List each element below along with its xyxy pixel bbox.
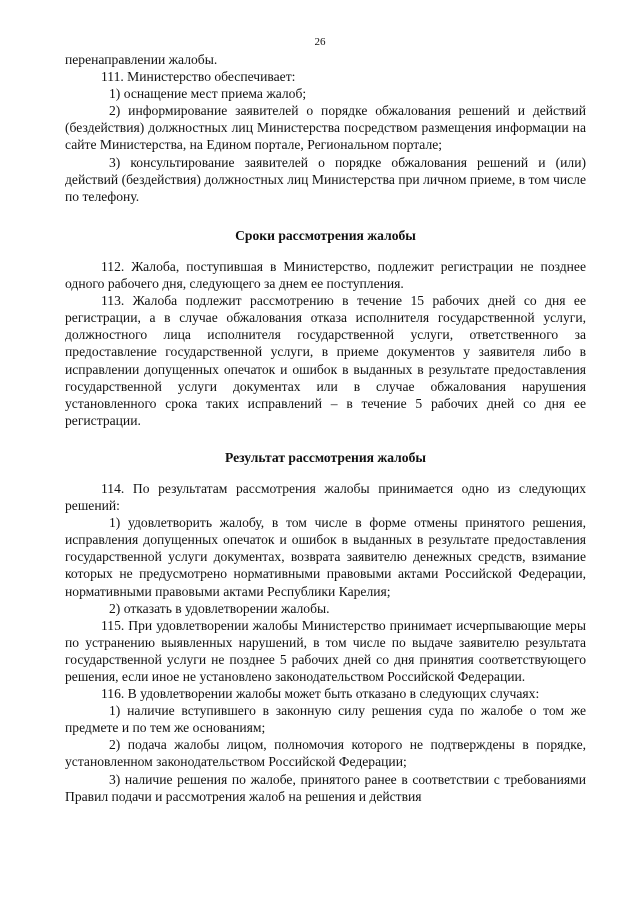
paragraph-111: 111. Министерство обеспечивает: bbox=[101, 69, 296, 85]
paragraph-continuation: перенаправлении жалобы. bbox=[65, 52, 218, 67]
paragraph-113: 113. Жалоба подлежит рассмотрению в течение 15 рабочих дней со дня ее регистрации, а в случае обжалования отказа исполнителя государственной услуги, должностного лица исполнителя государственной услуги, ответственного за предоставление государственной услуги, в приеме документов у заявителя либо в исправлении допущенных опечаток и ошибок в выданных в результате предоставления государственной услуги документах или в случае обжалования нарушения установленного срока таких исправлений – в течение 5 рабочих дней со дня ее регистрации. bbox=[65, 293, 586, 428]
section-title-review-result: Результат рассмотрения жалобы bbox=[224, 449, 427, 465]
list-item-116-2: 2) подача жалобы лицом, полномочия которого не подтверждены в порядке, установленном законодательством Российской Федерации; bbox=[65, 737, 586, 770]
section-title-review-terms: Сроки рассмотрения жалобы bbox=[235, 227, 416, 243]
list-item-111-1: 1) оснащение мест приема жалоб; bbox=[109, 86, 307, 102]
list-item-114-2: 2) отказать в удовлетворении жалобы. bbox=[109, 600, 330, 616]
paragraph-114: 114. По результатам рассмотрения жалобы принимается одно из следующих решений: bbox=[65, 480, 586, 514]
paragraph-116: 116. В удовлетворении жалобы может быть отказано в следующих случаях: bbox=[101, 686, 540, 702]
paragraph-115: 115. При удовлетворении жалобы Министерство принимает исчерпывающие меры по устранению выявленных нарушений, в том числе по выдаче заявителю результата государственной услуги не позднее 5 рабочих дней со дня принятия соответствующего решения, если иное не установлено законодательством Российской Федерации. bbox=[65, 617, 586, 684]
page-number: 26 bbox=[314, 36, 326, 48]
list-item-111-2: 2) информирование заявителей о порядке обжалования решений и действий (бездействия) должностных лиц Министерства посредством размещения информации на сайте Министерства, на Едином портале, Региональном портале; bbox=[65, 103, 586, 153]
list-item-114-1: 1) удовлетворить жалобу, в том числе в форме отмены принятого решения, исправления допущенных опечаток и ошибок в выданных в результате предоставления государственной услуги документах, возврата заявителю денежных средств, взимание которых не предусмотрено нормативными правовыми актами Российской Федерации, нормативными правовыми актами Республики Карелия; bbox=[65, 515, 586, 599]
document-body bbox=[65, 51, 586, 805]
list-item-111-3: 3) консультирование заявителей о порядке обжалования решений и (или) действий (бездействия) должностных лиц Министерства при личном приеме, в том числе по телефону. bbox=[65, 154, 586, 204]
list-item-116-3: 3) наличие решения по жалобе, принятого ранее в соответствии с требованиями Правил подачи и рассмотрения жалоб на решения и действия bbox=[65, 771, 586, 804]
list-item-116-1: 1) наличие вступившего в законную силу решения суда по жалобе о том же предмете и по тем же основаниям; bbox=[65, 703, 586, 736]
paragraph-112: 112. Жалоба, поступившая в Министерство, подлежит регистрации не позднее одного рабочего дня, следующего за днем ее поступления. bbox=[65, 258, 586, 292]
